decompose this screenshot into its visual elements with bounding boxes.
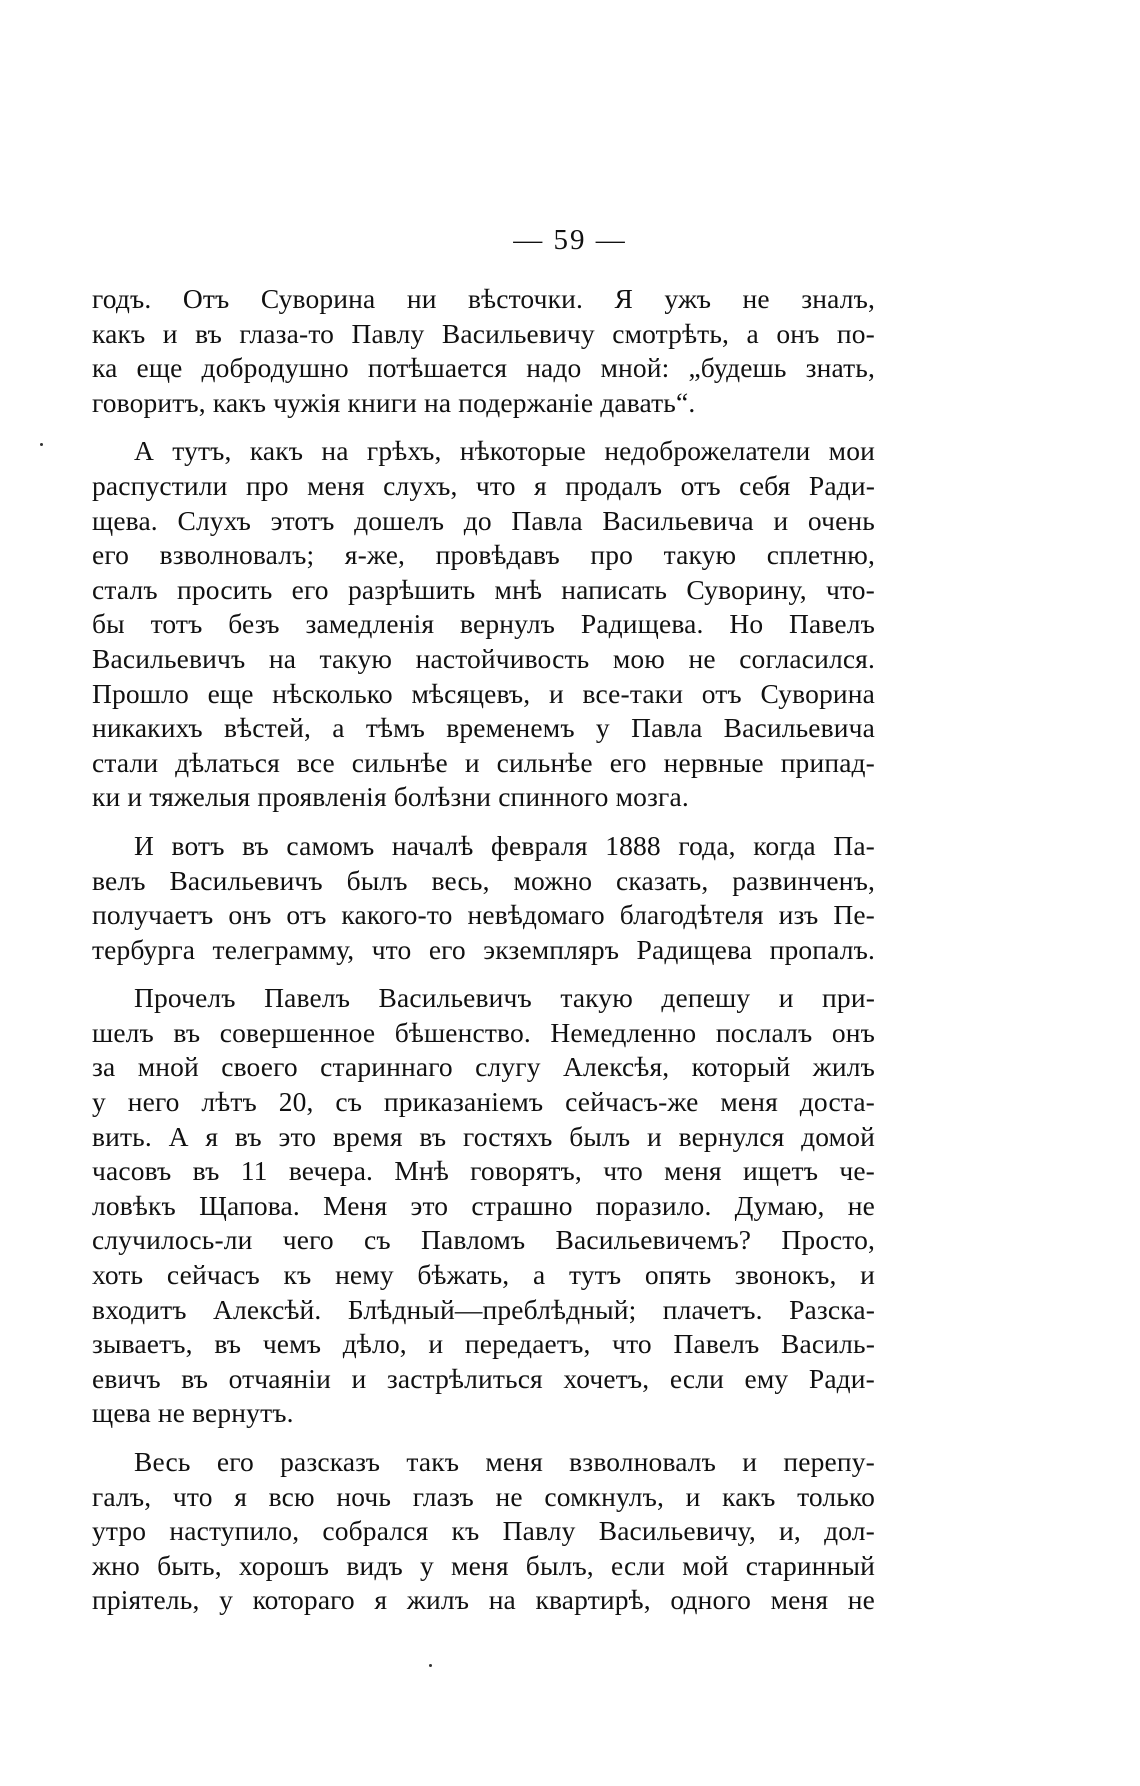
text-line: Весь его разсказъ такъ меня взволновалъ и перепу- — [134, 1446, 875, 1477]
print-speck — [40, 443, 43, 446]
text-line: его взволновалъ; я-же, провѣдавъ про такую сплетню, — [92, 539, 875, 571]
text-line: ки и тяжелыя проявленія болѣзни спинного мозга. — [92, 781, 689, 813]
text-line: жно быть, хорошъ видъ у меня былъ, если мой старинный — [92, 1549, 875, 1581]
text-line: Прошло еще нѣсколько мѣсяцевъ, и все-таки отъ Суворина — [92, 677, 875, 709]
text-line: годъ. Отъ Суворина ни вѣсточки. Я ужъ не зналъ, — [92, 283, 875, 314]
text-line: распустили про меня слухъ, что я продалъ отъ себя Ради- — [92, 469, 875, 501]
text-line: утро наступило, собрался къ Павлу Васильевичу, и, дол- — [92, 1515, 875, 1547]
text-line: ка еще добродушно потѣшается надо мной: „будешь знать, — [92, 352, 875, 384]
text-line: говоритъ, какъ чужія книги на подержаніе давать“. — [92, 386, 696, 418]
text-line: за мной своего стариннаго слугу Алексѣя, который жилъ — [92, 1051, 875, 1083]
print-speck — [429, 1664, 432, 1667]
text-line: зываетъ, въ чемъ дѣло, и передаетъ, что Павелъ Василь- — [92, 1328, 875, 1360]
text-line: щева не вернутъ. — [92, 1397, 294, 1429]
text-line: стали дѣлаться все сильнѣе и сильнѣе его нервные припад- — [92, 746, 875, 778]
paragraph — [92, 282, 875, 420]
text-line: у него лѣтъ 20, съ приказаніемъ сейчасъ-же меня доста- — [92, 1086, 875, 1118]
paragraph — [92, 829, 875, 967]
page-text — [92, 282, 875, 1632]
text-line: Васильевичъ на такую настойчивость мою не согласился. — [92, 642, 875, 674]
text-line: евичъ въ отчаяніи и застрѣлиться хочетъ, если ему Ради- — [92, 1362, 875, 1394]
text-line: никакихъ вѣстей, а тѣмъ временемъ у Павла Васильевича — [92, 712, 875, 744]
text-line: входитъ Алексѣй. Блѣдный—преблѣдный; плачетъ. Разска- — [92, 1293, 875, 1325]
text-line: Прочелъ Павелъ Васильевичъ такую депешу и при- — [134, 982, 875, 1014]
paragraph — [92, 434, 875, 815]
text-line: пріятель, у котораго я жилъ на квартирѣ, одного меня не — [92, 1584, 875, 1616]
paragraph — [92, 1445, 875, 1618]
text-line: сталъ просить его разрѣшить мнѣ написать Суворину, что- — [92, 573, 875, 605]
text-line: шелъ въ совершенное бѣшенство. Немедленно послалъ онъ — [92, 1016, 875, 1048]
text-line: ловѣкъ Щапова. Меня это страшно поразило. Думаю, не — [92, 1189, 875, 1221]
paragraph — [92, 981, 875, 1431]
text-line: И вотъ въ самомъ началѣ февраля 1888 года, когда Па- — [134, 829, 875, 861]
text-line: хоть сейчасъ къ нему бѣжать, а тутъ опять звонокъ, и — [92, 1259, 875, 1291]
text-line: щева. Слухъ этотъ дошелъ до Павла Васильевича и очень — [92, 504, 875, 536]
text-line: вить. А я въ это время въ гостяхъ былъ и вернулся домой — [92, 1120, 875, 1152]
page-number: — 59 — — [513, 224, 627, 256]
text-line: бы тотъ безъ замедленія вернулъ Радищева. Но Павелъ — [92, 608, 875, 640]
text-line: галъ, что я всю ночь глазъ не сомкнулъ, и какъ только — [92, 1480, 875, 1512]
text-line: велъ Васильевичъ былъ весь, можно сказать, развинченъ, — [92, 864, 875, 896]
text-line: тербурга телеграмму, что его экземпляръ Радищева пропалъ. — [92, 933, 875, 965]
text-line: какъ и въ глаза-то Павлу Васильевичу смотрѣть, а онъ по- — [92, 317, 875, 349]
text-line: А тутъ, какъ на грѣхъ, нѣкоторые недоброжелатели мои — [134, 435, 875, 467]
text-line: часовъ въ 11 вечера. Мнѣ говорятъ, что меня ищетъ че- — [92, 1155, 875, 1187]
text-line: случилось-ли чего съ Павломъ Васильевичемъ? Просто, — [92, 1224, 875, 1256]
text-line: получаетъ онъ отъ какого-то невѣдомаго благодѣтеля изъ Пе- — [92, 899, 875, 931]
